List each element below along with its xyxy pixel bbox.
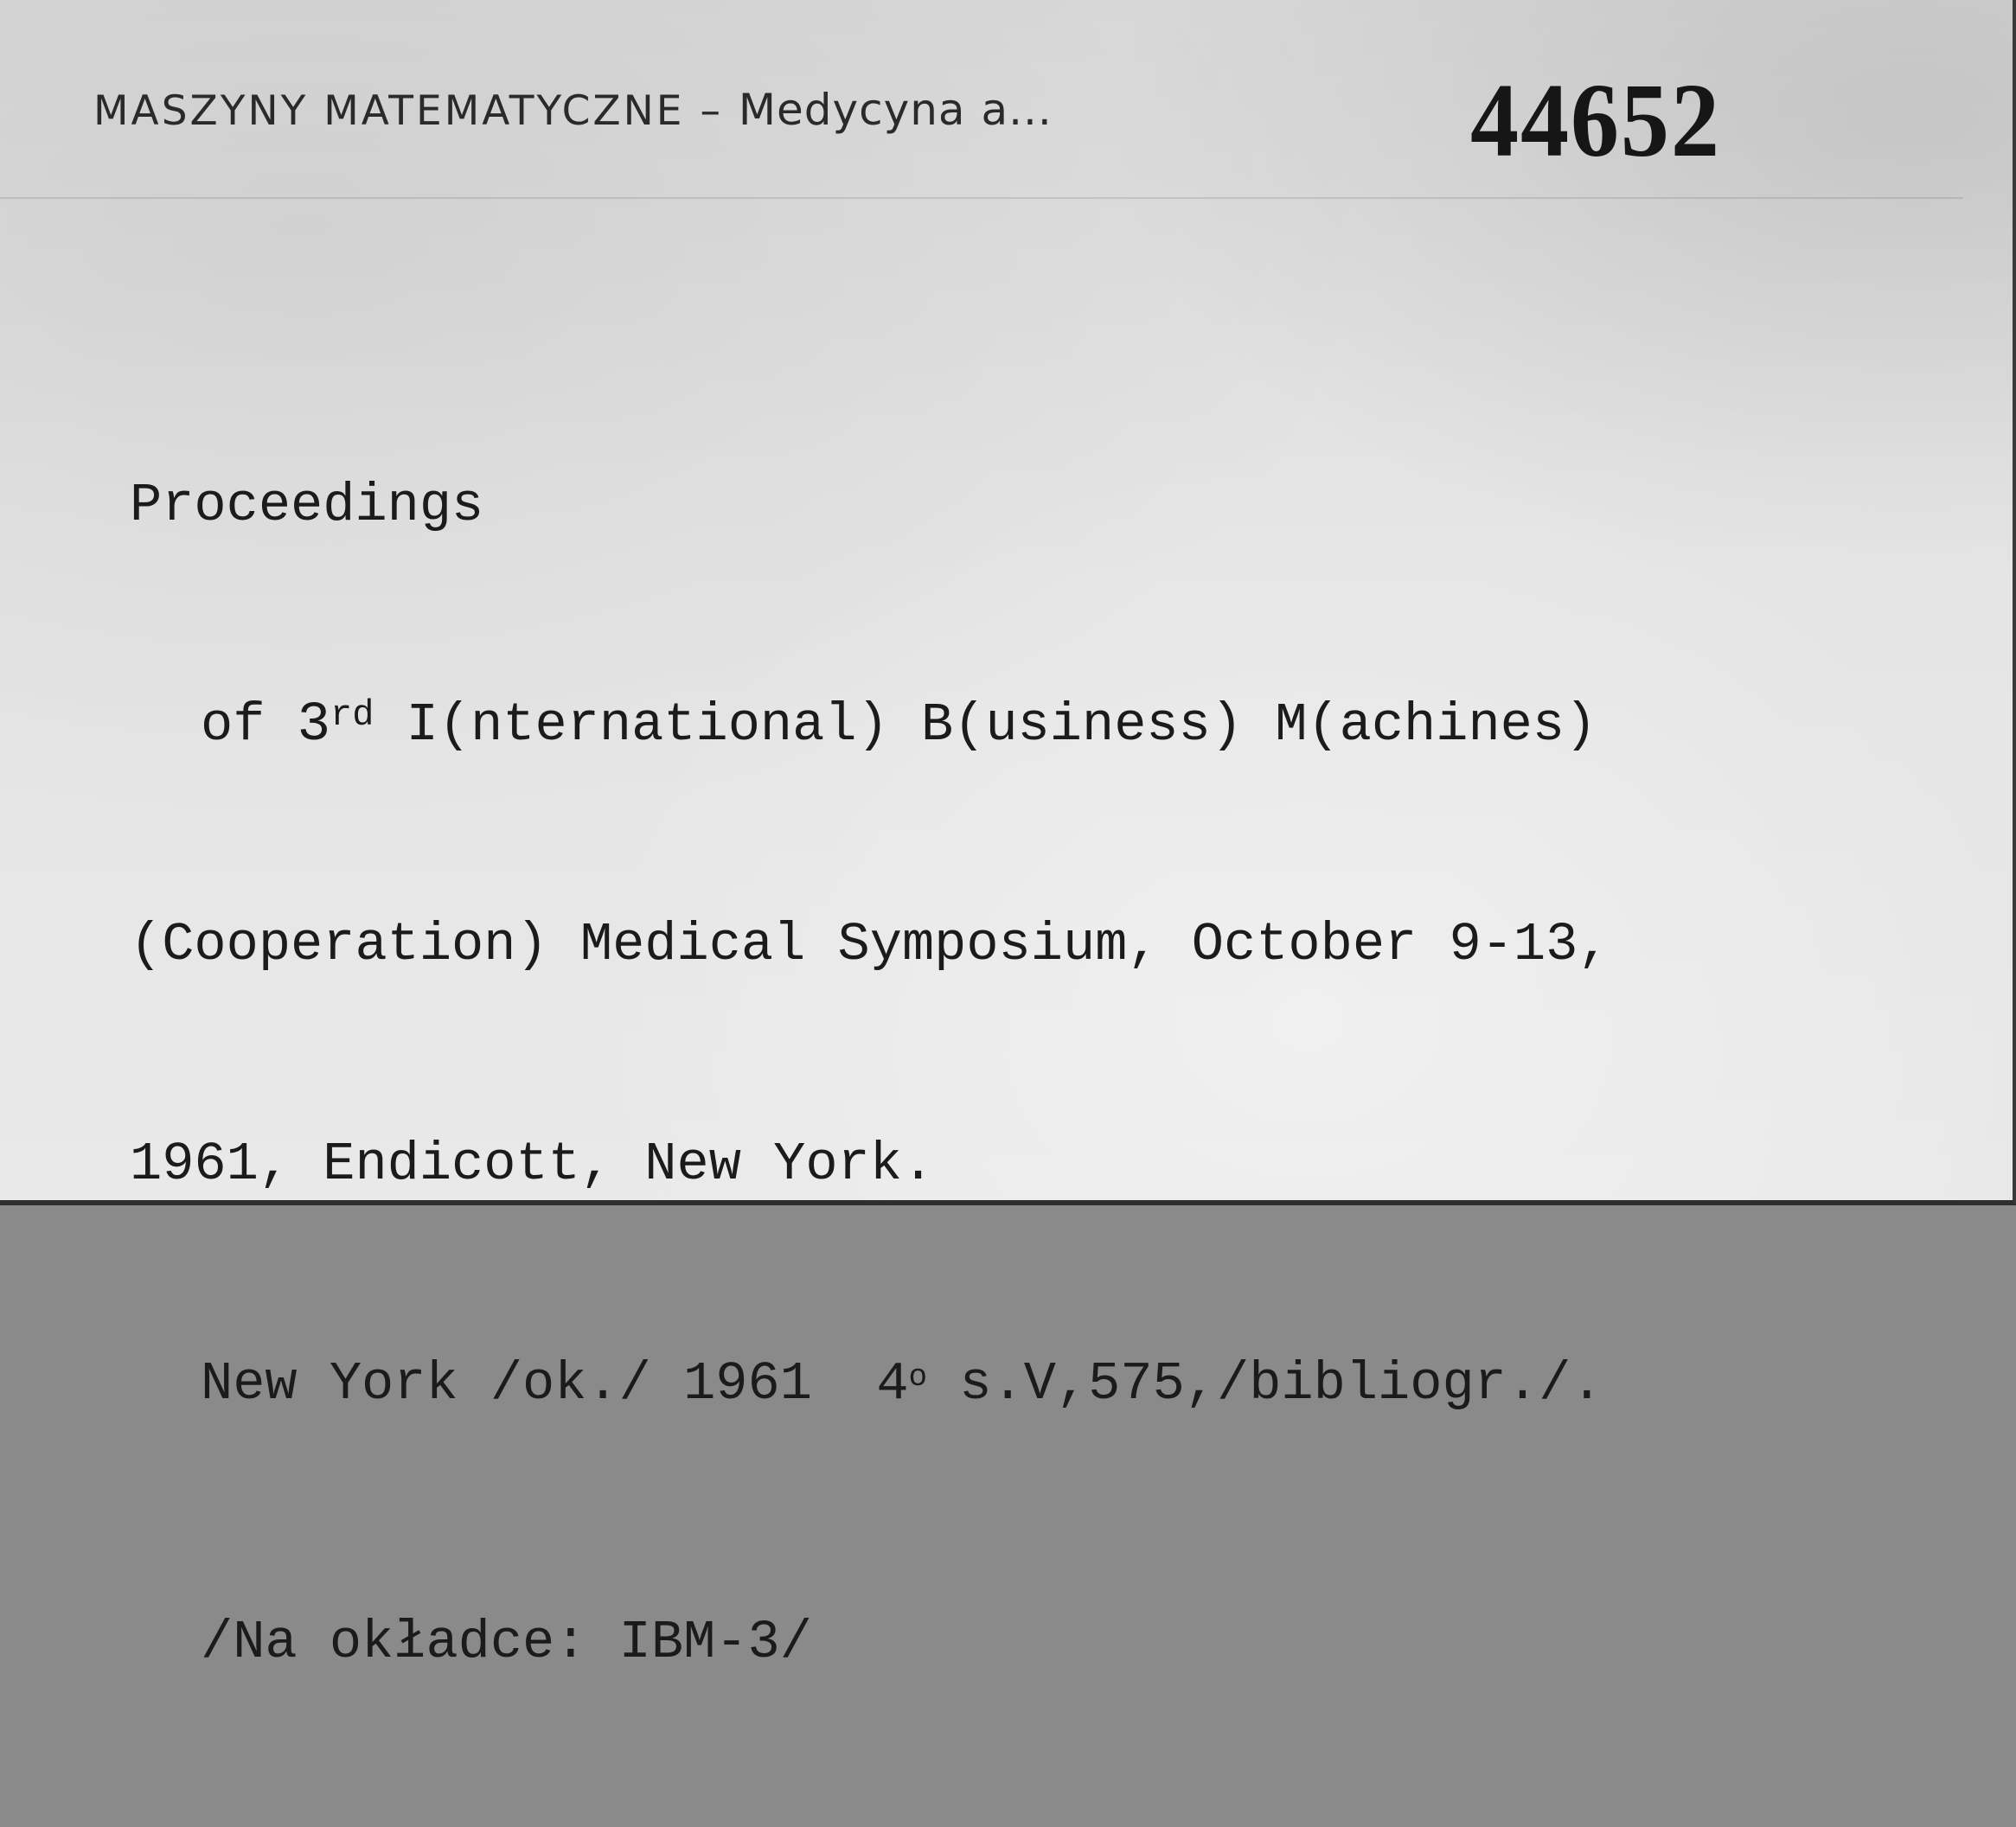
handwritten-subheading: Medycyna bbox=[738, 85, 966, 135]
ordinal-number: 3 bbox=[297, 694, 331, 757]
entry-line-1-rest: I(nternational) B(usiness) M(achines) bbox=[374, 694, 1597, 756]
cover-note: /Na okładce: IBM-3/ bbox=[201, 1612, 812, 1673]
imprint-post: s.V,575,/bibliogr./. bbox=[927, 1353, 1603, 1415]
entry-line-2: (Cooperation) Medical Symposium, October 9-13, bbox=[130, 914, 1610, 975]
header-divider bbox=[0, 197, 1963, 199]
title-line: Proceedings bbox=[130, 475, 484, 536]
entry-line-3: 1961, Endicott, New York. bbox=[130, 1134, 935, 1195]
imprint-pre: New York /ok./ 1961 4 bbox=[201, 1353, 909, 1415]
call-number: 44652 bbox=[1470, 62, 1721, 179]
heading-separator: – bbox=[700, 87, 723, 135]
subject-heading-text: MASZYNY MATEMATYCZNE bbox=[93, 87, 685, 135]
entry-line-1-prefix: of bbox=[201, 694, 298, 756]
card-body bbox=[130, 329, 1610, 1827]
ordinal-suffix: rd bbox=[330, 694, 374, 736]
imprint-line bbox=[130, 1349, 1610, 1427]
handwritten-suffix: a... bbox=[981, 85, 1053, 135]
entry-line-1 bbox=[130, 690, 1610, 768]
format-degree: o bbox=[908, 1359, 928, 1395]
subject-heading bbox=[93, 85, 1053, 135]
